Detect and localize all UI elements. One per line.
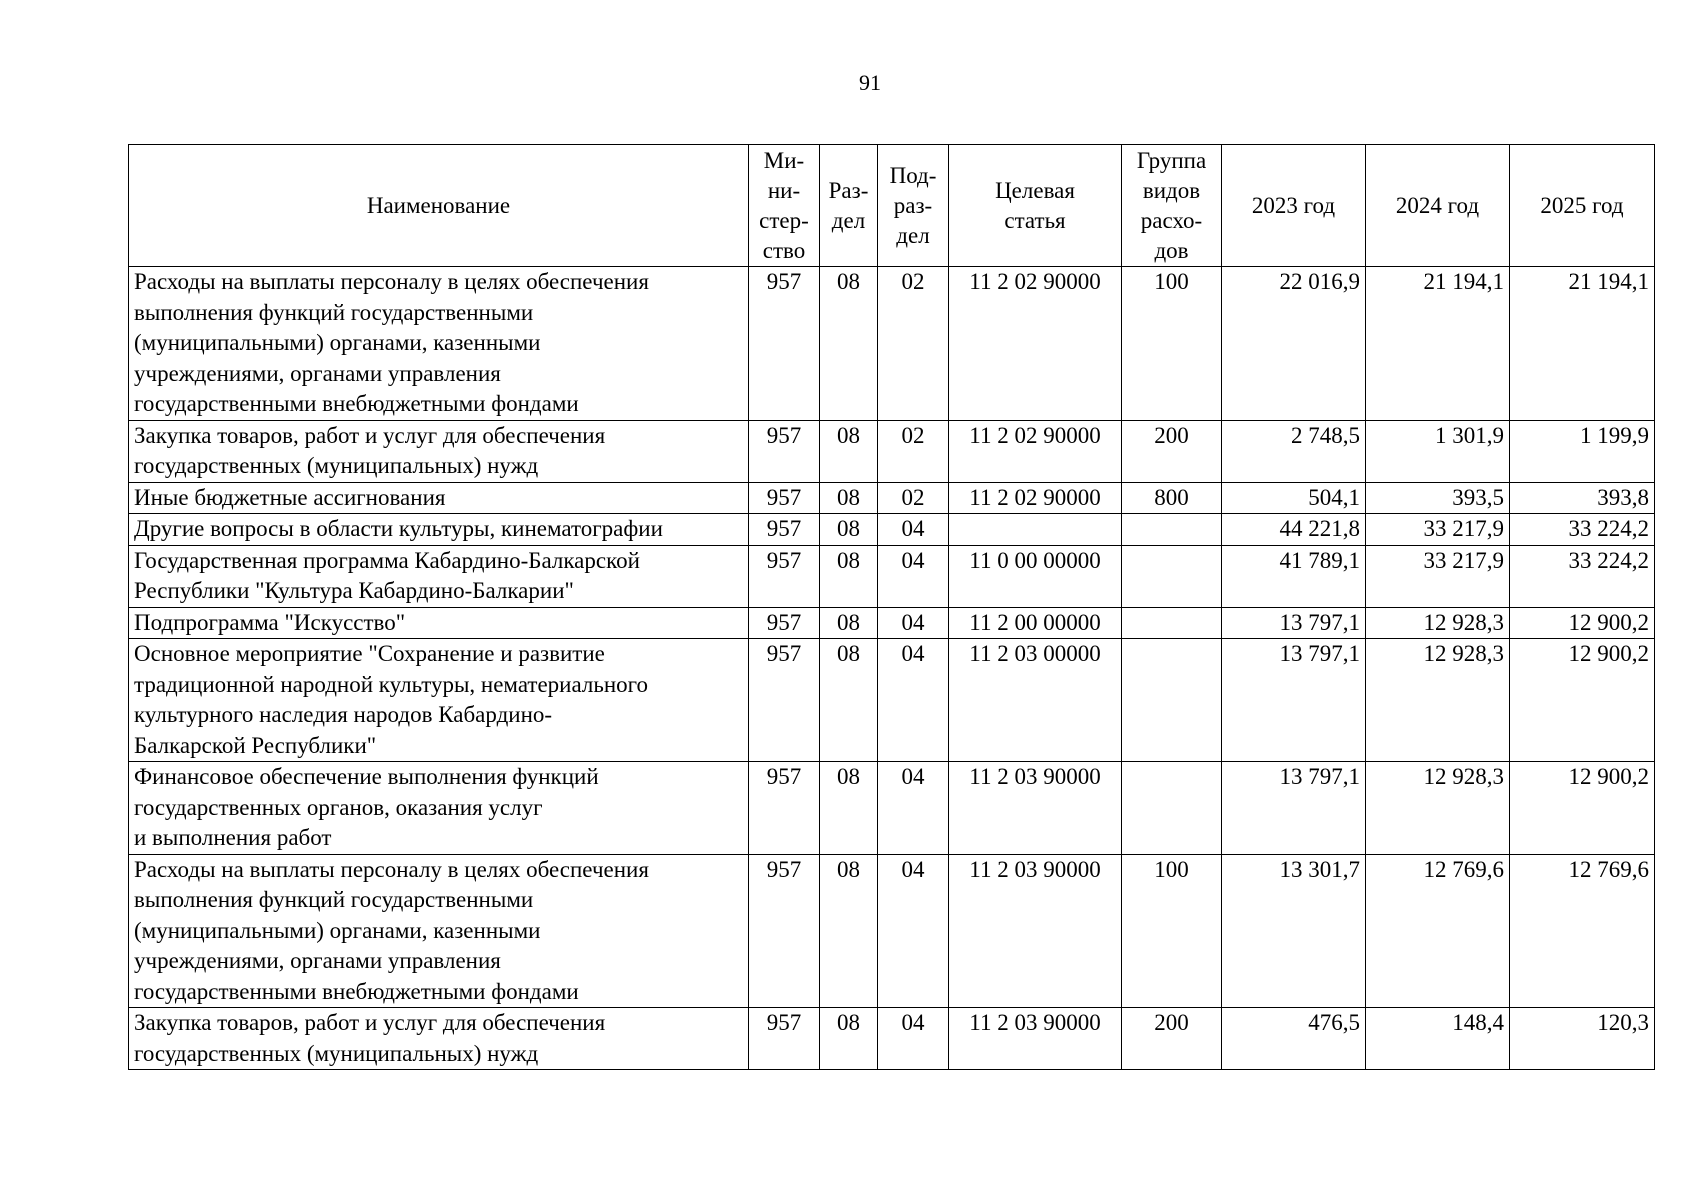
cell-name: Подпрограмма "Искусство"	[129, 607, 749, 639]
table-row	[129, 1008, 1655, 1070]
cell-expense-group: 100	[1122, 267, 1222, 421]
cell-2024: 393,5	[1366, 482, 1510, 514]
cell-2023: 41 789,1	[1222, 545, 1366, 607]
cell-target-article: 11 2 03 90000	[949, 854, 1122, 1008]
cell-2023: 13 797,1	[1222, 762, 1366, 855]
cell-subsection: 04	[878, 854, 949, 1008]
cell-expense-group: 200	[1122, 1008, 1222, 1070]
header-2024: 2024 год	[1366, 145, 1510, 267]
cell-name: Иные бюджетные ассигнования	[129, 482, 749, 514]
cell-subsection: 04	[878, 607, 949, 639]
cell-ministry: 957	[749, 545, 820, 607]
cell-name: Закупка товаров, работ и услуг для обеспечения государственных (муниципальных) нужд	[129, 1008, 749, 1070]
cell-target-article: 11 2 02 90000	[949, 420, 1122, 482]
cell-ministry: 957	[749, 514, 820, 546]
header-target-article: Целевая статья	[949, 145, 1122, 267]
cell-name: Финансовое обеспечение выполнения функций государственных органов, оказания услуг и выполнения работ	[129, 762, 749, 855]
cell-ministry: 957	[749, 639, 820, 762]
table-row	[129, 762, 1655, 855]
cell-2024: 1 301,9	[1366, 420, 1510, 482]
header-section: Раз- дел	[820, 145, 878, 267]
cell-section: 08	[820, 762, 878, 855]
cell-subsection: 02	[878, 267, 949, 421]
cell-2024: 12 928,3	[1366, 607, 1510, 639]
header-row	[129, 145, 1655, 267]
cell-section: 08	[820, 482, 878, 514]
cell-target-article: 11 2 03 90000	[949, 1008, 1122, 1070]
table-row	[129, 545, 1655, 607]
cell-target-article: 11 2 03 00000	[949, 639, 1122, 762]
cell-section: 08	[820, 420, 878, 482]
cell-section: 08	[820, 607, 878, 639]
table-row	[129, 639, 1655, 762]
header-expense-group: Группа видов расхо- дов	[1122, 145, 1222, 267]
cell-2025: 33 224,2	[1510, 545, 1655, 607]
table-row	[129, 607, 1655, 639]
cell-2025: 33 224,2	[1510, 514, 1655, 546]
table-row	[129, 482, 1655, 514]
cell-2025: 21 194,1	[1510, 267, 1655, 421]
cell-2023: 476,5	[1222, 1008, 1366, 1070]
cell-ministry: 957	[749, 1008, 820, 1070]
header-subsection: Под- раз- дел	[878, 145, 949, 267]
cell-expense-group: 800	[1122, 482, 1222, 514]
cell-2025: 12 900,2	[1510, 607, 1655, 639]
cell-name: Расходы на выплаты персоналу в целях обеспечения выполнения функций государственными (муниципальными) органами, казенными учреждениями, органами управления государственными внебюджетными фондами	[129, 854, 749, 1008]
table-row	[129, 267, 1655, 421]
cell-2024: 33 217,9	[1366, 514, 1510, 546]
cell-2024: 33 217,9	[1366, 545, 1510, 607]
cell-target-article: 11 2 00 00000	[949, 607, 1122, 639]
cell-ministry: 957	[749, 854, 820, 1008]
cell-name: Основное мероприятие "Сохранение и развитие традиционной народной культуры, нематериального культурного наследия народов Кабардино- Балкарской Республики"	[129, 639, 749, 762]
cell-ministry: 957	[749, 607, 820, 639]
header-2023: 2023 год	[1222, 145, 1366, 267]
cell-target-article: 11 2 03 90000	[949, 762, 1122, 855]
cell-2024: 12 928,3	[1366, 639, 1510, 762]
cell-2024: 21 194,1	[1366, 267, 1510, 421]
cell-ministry: 957	[749, 420, 820, 482]
cell-2024: 12 928,3	[1366, 762, 1510, 855]
cell-2023: 22 016,9	[1222, 267, 1366, 421]
cell-2025: 1 199,9	[1510, 420, 1655, 482]
cell-subsection: 04	[878, 514, 949, 546]
cell-section: 08	[820, 514, 878, 546]
cell-subsection: 04	[878, 545, 949, 607]
table-body	[129, 267, 1655, 1070]
cell-section: 08	[820, 854, 878, 1008]
cell-subsection: 02	[878, 482, 949, 514]
cell-2025: 12 900,2	[1510, 762, 1655, 855]
cell-target-article	[949, 514, 1122, 546]
cell-2023: 44 221,8	[1222, 514, 1366, 546]
cell-2024: 12 769,6	[1366, 854, 1510, 1008]
cell-expense-group: 200	[1122, 420, 1222, 482]
cell-name: Государственная программа Кабардино-Балкарской Республики "Культура Кабардино-Балкарии"	[129, 545, 749, 607]
table-row	[129, 854, 1655, 1008]
cell-section: 08	[820, 1008, 878, 1070]
cell-section: 08	[820, 639, 878, 762]
cell-2025: 12 769,6	[1510, 854, 1655, 1008]
cell-ministry: 957	[749, 762, 820, 855]
table-row	[129, 420, 1655, 482]
cell-2025: 120,3	[1510, 1008, 1655, 1070]
header-name: Наименование	[129, 145, 749, 267]
cell-2025: 12 900,2	[1510, 639, 1655, 762]
header-2025: 2025 год	[1510, 145, 1655, 267]
cell-ministry: 957	[749, 482, 820, 514]
cell-expense-group	[1122, 639, 1222, 762]
cell-expense-group	[1122, 762, 1222, 855]
header-ministry: Ми- ни- стер- ство	[749, 145, 820, 267]
page-number: 91	[859, 70, 881, 95]
cell-section: 08	[820, 545, 878, 607]
cell-2023: 504,1	[1222, 482, 1366, 514]
cell-expense-group	[1122, 545, 1222, 607]
cell-ministry: 957	[749, 267, 820, 421]
cell-2023: 13 301,7	[1222, 854, 1366, 1008]
cell-name: Другие вопросы в области культуры, кинематографии	[129, 514, 749, 546]
table-row	[129, 514, 1655, 546]
cell-expense-group	[1122, 607, 1222, 639]
cell-2023: 13 797,1	[1222, 639, 1366, 762]
cell-name: Закупка товаров, работ и услуг для обеспечения государственных (муниципальных) нужд	[129, 420, 749, 482]
cell-target-article: 11 2 02 90000	[949, 267, 1122, 421]
cell-section: 08	[820, 267, 878, 421]
cell-2025: 393,8	[1510, 482, 1655, 514]
cell-target-article: 11 2 02 90000	[949, 482, 1122, 514]
cell-expense-group: 100	[1122, 854, 1222, 1008]
cell-name: Расходы на выплаты персоналу в целях обеспечения выполнения функций государственными (муниципальными) органами, казенными учреждениями, органами управления государственными внебюджетными фондами	[129, 267, 749, 421]
cell-target-article: 11 0 00 00000	[949, 545, 1122, 607]
cell-2024: 148,4	[1366, 1008, 1510, 1070]
cell-2023: 13 797,1	[1222, 607, 1366, 639]
cell-subsection: 02	[878, 420, 949, 482]
cell-2023: 2 748,5	[1222, 420, 1366, 482]
cell-subsection: 04	[878, 639, 949, 762]
budget-table	[128, 144, 1655, 1070]
cell-expense-group	[1122, 514, 1222, 546]
cell-subsection: 04	[878, 1008, 949, 1070]
cell-subsection: 04	[878, 762, 949, 855]
